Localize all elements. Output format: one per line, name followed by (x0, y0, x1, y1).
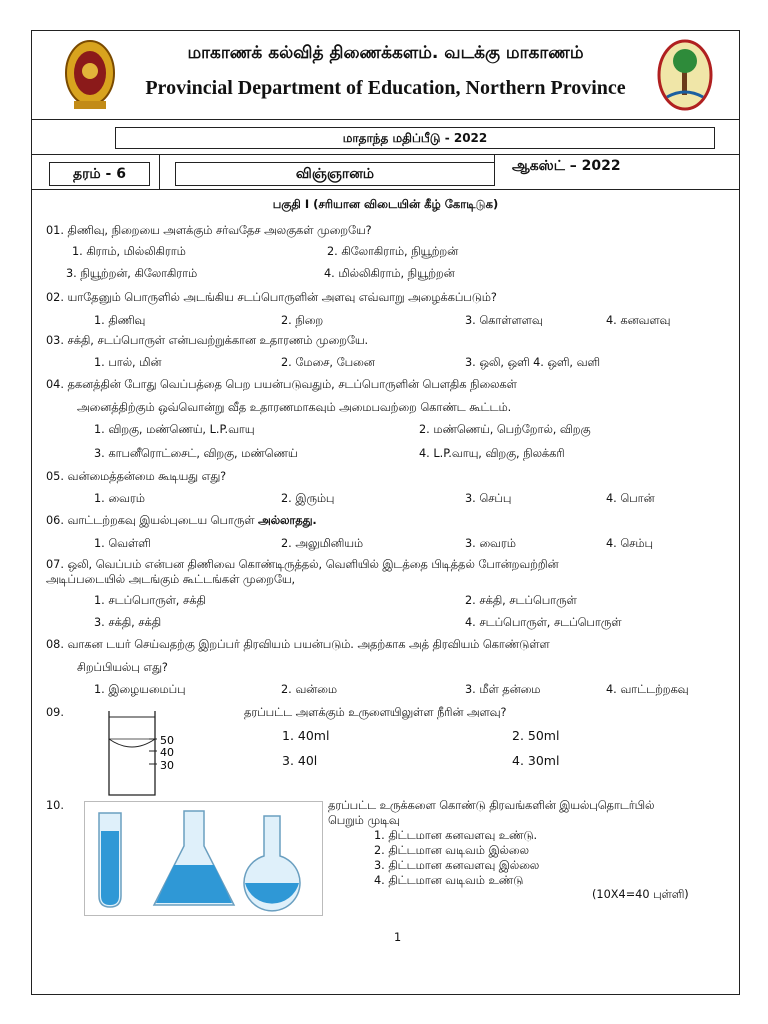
option: 2. 50ml (512, 728, 560, 743)
scale-label: 50 (160, 734, 174, 747)
option: 3. நியூற்றன், கிலோகிராம் (66, 267, 198, 280)
option: 1. கிராம், மில்லிகிராம் (72, 245, 186, 258)
header-title-tamil: மாகாணக் கல்வித் திணைக்களம். வடக்கு மாகாணம் (187, 43, 584, 63)
option: 4. பொன் (606, 492, 655, 505)
option: 1. சடப்பொருள், சக்தி (94, 594, 206, 607)
option: 3. திட்டமான கனவளவு இல்லை (374, 859, 540, 872)
section-heading: பகுதி I (சரியான விடையின் கீழ் கோடிடுக) (272, 197, 499, 211)
option: 1. திணிவு (94, 314, 146, 327)
option: 2. நிறை (281, 314, 324, 327)
option: 4. கனவளவு (606, 314, 671, 327)
option: 3. கொள்ளளவு (465, 314, 543, 327)
option: 3. செப்பு (465, 492, 512, 505)
marks-note: (10X4=40 புள்ளி) (592, 888, 689, 901)
question-09-number: 09. (46, 706, 64, 719)
option: 3. வைரம் (465, 537, 516, 550)
question-08: 08. வாகன டயர் செய்வதற்கு இறப்பர் திரவியம் பயன்படும். அதற்காக அத் திரவியம் கொண்டுள்ள (46, 638, 550, 651)
question-02: 02. யாதேனும் பொருளில் அடங்கிய சடப்பொருளின் அளவு எவ்வாறு அழைக்கப்படும்? (46, 291, 497, 304)
option: 2. இரும்பு (281, 492, 335, 505)
question-06-text: 06. வாட்டற்றகவு இயல்புடைய பொருள் (46, 514, 255, 527)
option: 4. வாட்டற்றகவு (606, 683, 689, 696)
option: 3. காபனீரொட்சைட், விறகு, மண்ணெய் (94, 447, 298, 460)
exam-title: மாதாந்த மதிப்பீடு - 2022 (115, 127, 715, 149)
question-10: தரப்பட்ட உருக்களை கொண்டு திரவங்களின் இயல்புதொடர்பில் (328, 799, 655, 812)
option: 1. 40ml (282, 728, 330, 743)
option: 2. கிலோகிராம், நியூற்றன் (327, 245, 459, 258)
option: 2. சக்தி, சடப்பொருள் (465, 594, 577, 607)
option: 4. சடப்பொருள், சடப்பொருள் (465, 616, 622, 629)
question-05: 05. வன்மைத்தன்மை கூடியது எது? (46, 470, 227, 483)
scale-label: 40 (160, 746, 174, 759)
option: 4. மில்லிகிராம், நியூற்றன் (324, 267, 455, 280)
option: 1. திட்டமான கனவளவு உண்டு. (374, 829, 538, 842)
exam-page (31, 30, 740, 995)
question-09: தரப்பட்ட அளக்கும் உருளையிலுள்ள நீரின் அளவு? (244, 706, 507, 719)
question-10-cont: பெறும் முடிவு (328, 814, 400, 827)
header-title-english: Provincial Department of Education, Northern Province (145, 77, 626, 99)
department-logo-icon (657, 37, 713, 113)
option: 4. 30ml (512, 753, 560, 768)
option: 1. பால், மின் (94, 356, 162, 369)
test-tube-icon (99, 813, 121, 907)
glassware-image (84, 801, 324, 917)
option: 1. வெள்ளி (94, 537, 151, 550)
option: 3. மீள் தன்மை (465, 683, 541, 696)
header (32, 31, 739, 120)
measuring-cylinder-icon (107, 709, 197, 799)
option: 1. இழையமைப்பு (94, 683, 186, 696)
option: 2. அலுமினியம் (281, 537, 363, 550)
option: 1. விறகு, மண்ணெய், L.P.வாயு (94, 423, 255, 436)
grade-box: தரம் - 6 (49, 162, 150, 186)
divider (32, 154, 739, 155)
question-08-cont: சிறப்பியல்பு எது? (77, 661, 168, 674)
question-10-number: 10. (46, 799, 64, 812)
option: 2. மண்ணெய், பெற்றோல், விறகு (419, 423, 591, 436)
option: 1. வைரம் (94, 492, 145, 505)
exam-date: ஆகஸ்ட் – 2022 (512, 158, 621, 174)
scale-label: 30 (160, 759, 174, 772)
option: 4. திட்டமான வடிவம் உண்டு (374, 874, 524, 887)
question-07-cont: அடிப்படையில் அடங்கும் கூட்டங்கள் முறையே, (46, 573, 296, 586)
option: 4. செம்பு (606, 537, 653, 550)
question-07: 07. ஒலி, வெப்பம் என்பன திணிவை கொண்டிருத்தல், வெளியில் இடத்தை பிடித்தல் போன்றவற்றின் (46, 558, 559, 571)
question-06-emphasis: அல்லாதது. (258, 514, 317, 527)
option: 2. மேசை, பேனை (281, 356, 375, 369)
divider (159, 154, 160, 190)
question-04: 04. தகனத்தின் போது வெப்பத்தை பெற பயன்படுவதும், சடப்பொருளின் பௌதிக நிலைகள் (46, 378, 517, 391)
option: 3. சக்தி, சக்தி (94, 616, 162, 629)
option: 2. வன்மை (281, 683, 337, 696)
question-03: 03. சக்தி, சடப்பொருள் என்பவற்றுக்கான உதாரணம் முறையே. (46, 334, 369, 347)
divider (494, 154, 495, 184)
page-number: 1 (394, 931, 402, 944)
option: 3. ஒலி, ஒளி 4. ஒளி, வளி (465, 356, 600, 369)
question-06 (46, 514, 317, 529)
subject-box: விஞ்ஞானம் (175, 162, 495, 186)
option: 2. திட்டமான வடிவம் இல்லை (374, 844, 529, 857)
divider (32, 189, 739, 190)
option: 4. L.P.வாயு, விறகு, நிலக்கரி (419, 447, 565, 460)
option: 3. 40l (282, 753, 318, 768)
question-01: 01. திணிவு, நிறையை அளக்கும் சர்வதேச அலகுகள் முறையே? (46, 224, 372, 237)
question-04-cont: அனைத்திற்கும் ஒவ்வொன்று வீத உதாரணமாகவும் அமைபவற்றை கொண்ட கூட்டம். (77, 401, 512, 414)
